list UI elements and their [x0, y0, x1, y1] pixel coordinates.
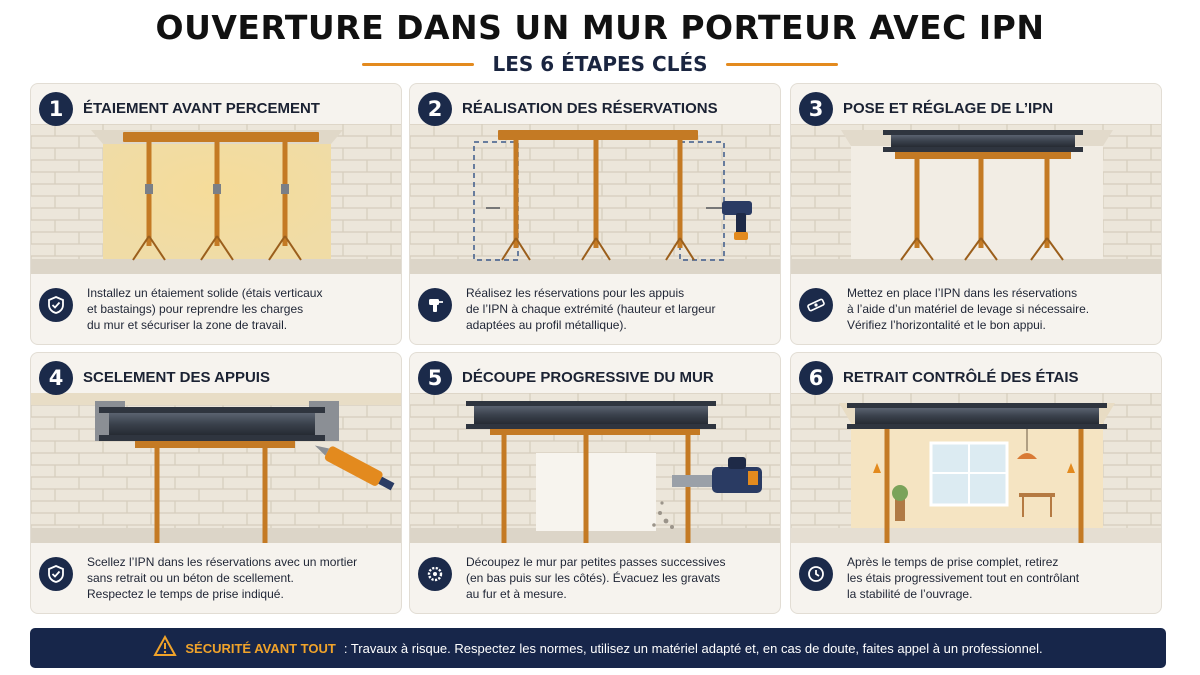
subtitle-rule-right	[726, 63, 838, 66]
saw-blade-icon	[418, 557, 452, 591]
step-card-1	[30, 83, 402, 345]
step-title: DÉCOUPE PROGRESSIVE DU MUR	[462, 369, 714, 386]
page-title: OUVERTURE DANS UN MUR PORTEUR AVEC IPN	[155, 8, 1045, 47]
shield-check-icon	[39, 557, 73, 591]
step-title: RÉALISATION DES RÉSERVATIONS	[462, 100, 718, 117]
step-number: 6	[799, 361, 833, 395]
safety-banner	[30, 628, 1166, 668]
step-card-3	[790, 83, 1162, 345]
step-5-illustration	[410, 393, 781, 543]
step-2-illustration	[410, 124, 781, 274]
step-4-illustration	[31, 393, 402, 543]
step-title: SCELEMENT DES APPUIS	[83, 369, 270, 386]
subtitle-row	[0, 52, 1200, 76]
step-card-6	[790, 352, 1162, 614]
step-description: Réalisez les réservations pour les appuis de l’IPN à chaque extrémité (hauteur et largeur adaptées au profil métallique).	[466, 286, 716, 332]
step-title: RETRAIT CONTRÔLÉ DES ÉTAIS	[843, 369, 1079, 386]
step-1-illustration	[31, 124, 402, 274]
step-6-illustration	[791, 393, 1162, 543]
step-title: POSE ET RÉGLAGE DE L’IPN	[843, 100, 1054, 117]
step-card-5	[409, 352, 781, 614]
step-card-4	[30, 352, 402, 614]
step-number: 4	[39, 361, 73, 395]
step-title: ÉTAIEMENT AVANT PERCEMENT	[83, 100, 320, 117]
step-description: Scellez l’IPN dans les réservations avec un mortier sans retrait ou un béton de scellement. Respectez le temps de prise indiqué.	[87, 555, 358, 601]
step-number: 5	[418, 361, 452, 395]
step-3-illustration	[791, 124, 1162, 274]
safety-text: : Travaux à risque. Respectez les normes, utilisez un matériel adapté et, en cas de doute, faites appel à un professionnel.	[343, 640, 1043, 656]
drill-icon	[418, 288, 452, 322]
step-number: 2	[418, 92, 452, 126]
step-description: Mettez en place l’IPN dans les réservations à l’aide d’un matériel de levage si nécessaire. Vérifiez l’horizontalité et le bon appui.	[847, 286, 1090, 332]
clock-icon	[799, 557, 833, 591]
step-number: 1	[39, 92, 73, 126]
step-description: Installez un étaiement solide (étais verticaux et bastaings) pour reprendre les charges du mur et sécuriser la zone de travail.	[87, 286, 323, 332]
step-description: Après le temps de prise complet, retirez les étais progressivement tout en contrôlant la stabilité de l’ouvrage.	[847, 555, 1080, 601]
warning-triangle-icon	[153, 635, 177, 662]
step-number: 3	[799, 92, 833, 126]
step-card-2	[409, 83, 781, 345]
shield-check-icon	[39, 288, 73, 322]
page-subtitle: LES 6 ÉTAPES CLÉS	[492, 52, 708, 76]
level-icon	[799, 288, 833, 322]
safety-title: SÉCURITÉ AVANT TOUT	[185, 640, 336, 656]
step-description: Découpez le mur par petites passes successives (en bas puis sur les côtés). Évacuez les gravats au fur et à mesure.	[466, 555, 726, 601]
subtitle-rule-left	[362, 63, 474, 66]
